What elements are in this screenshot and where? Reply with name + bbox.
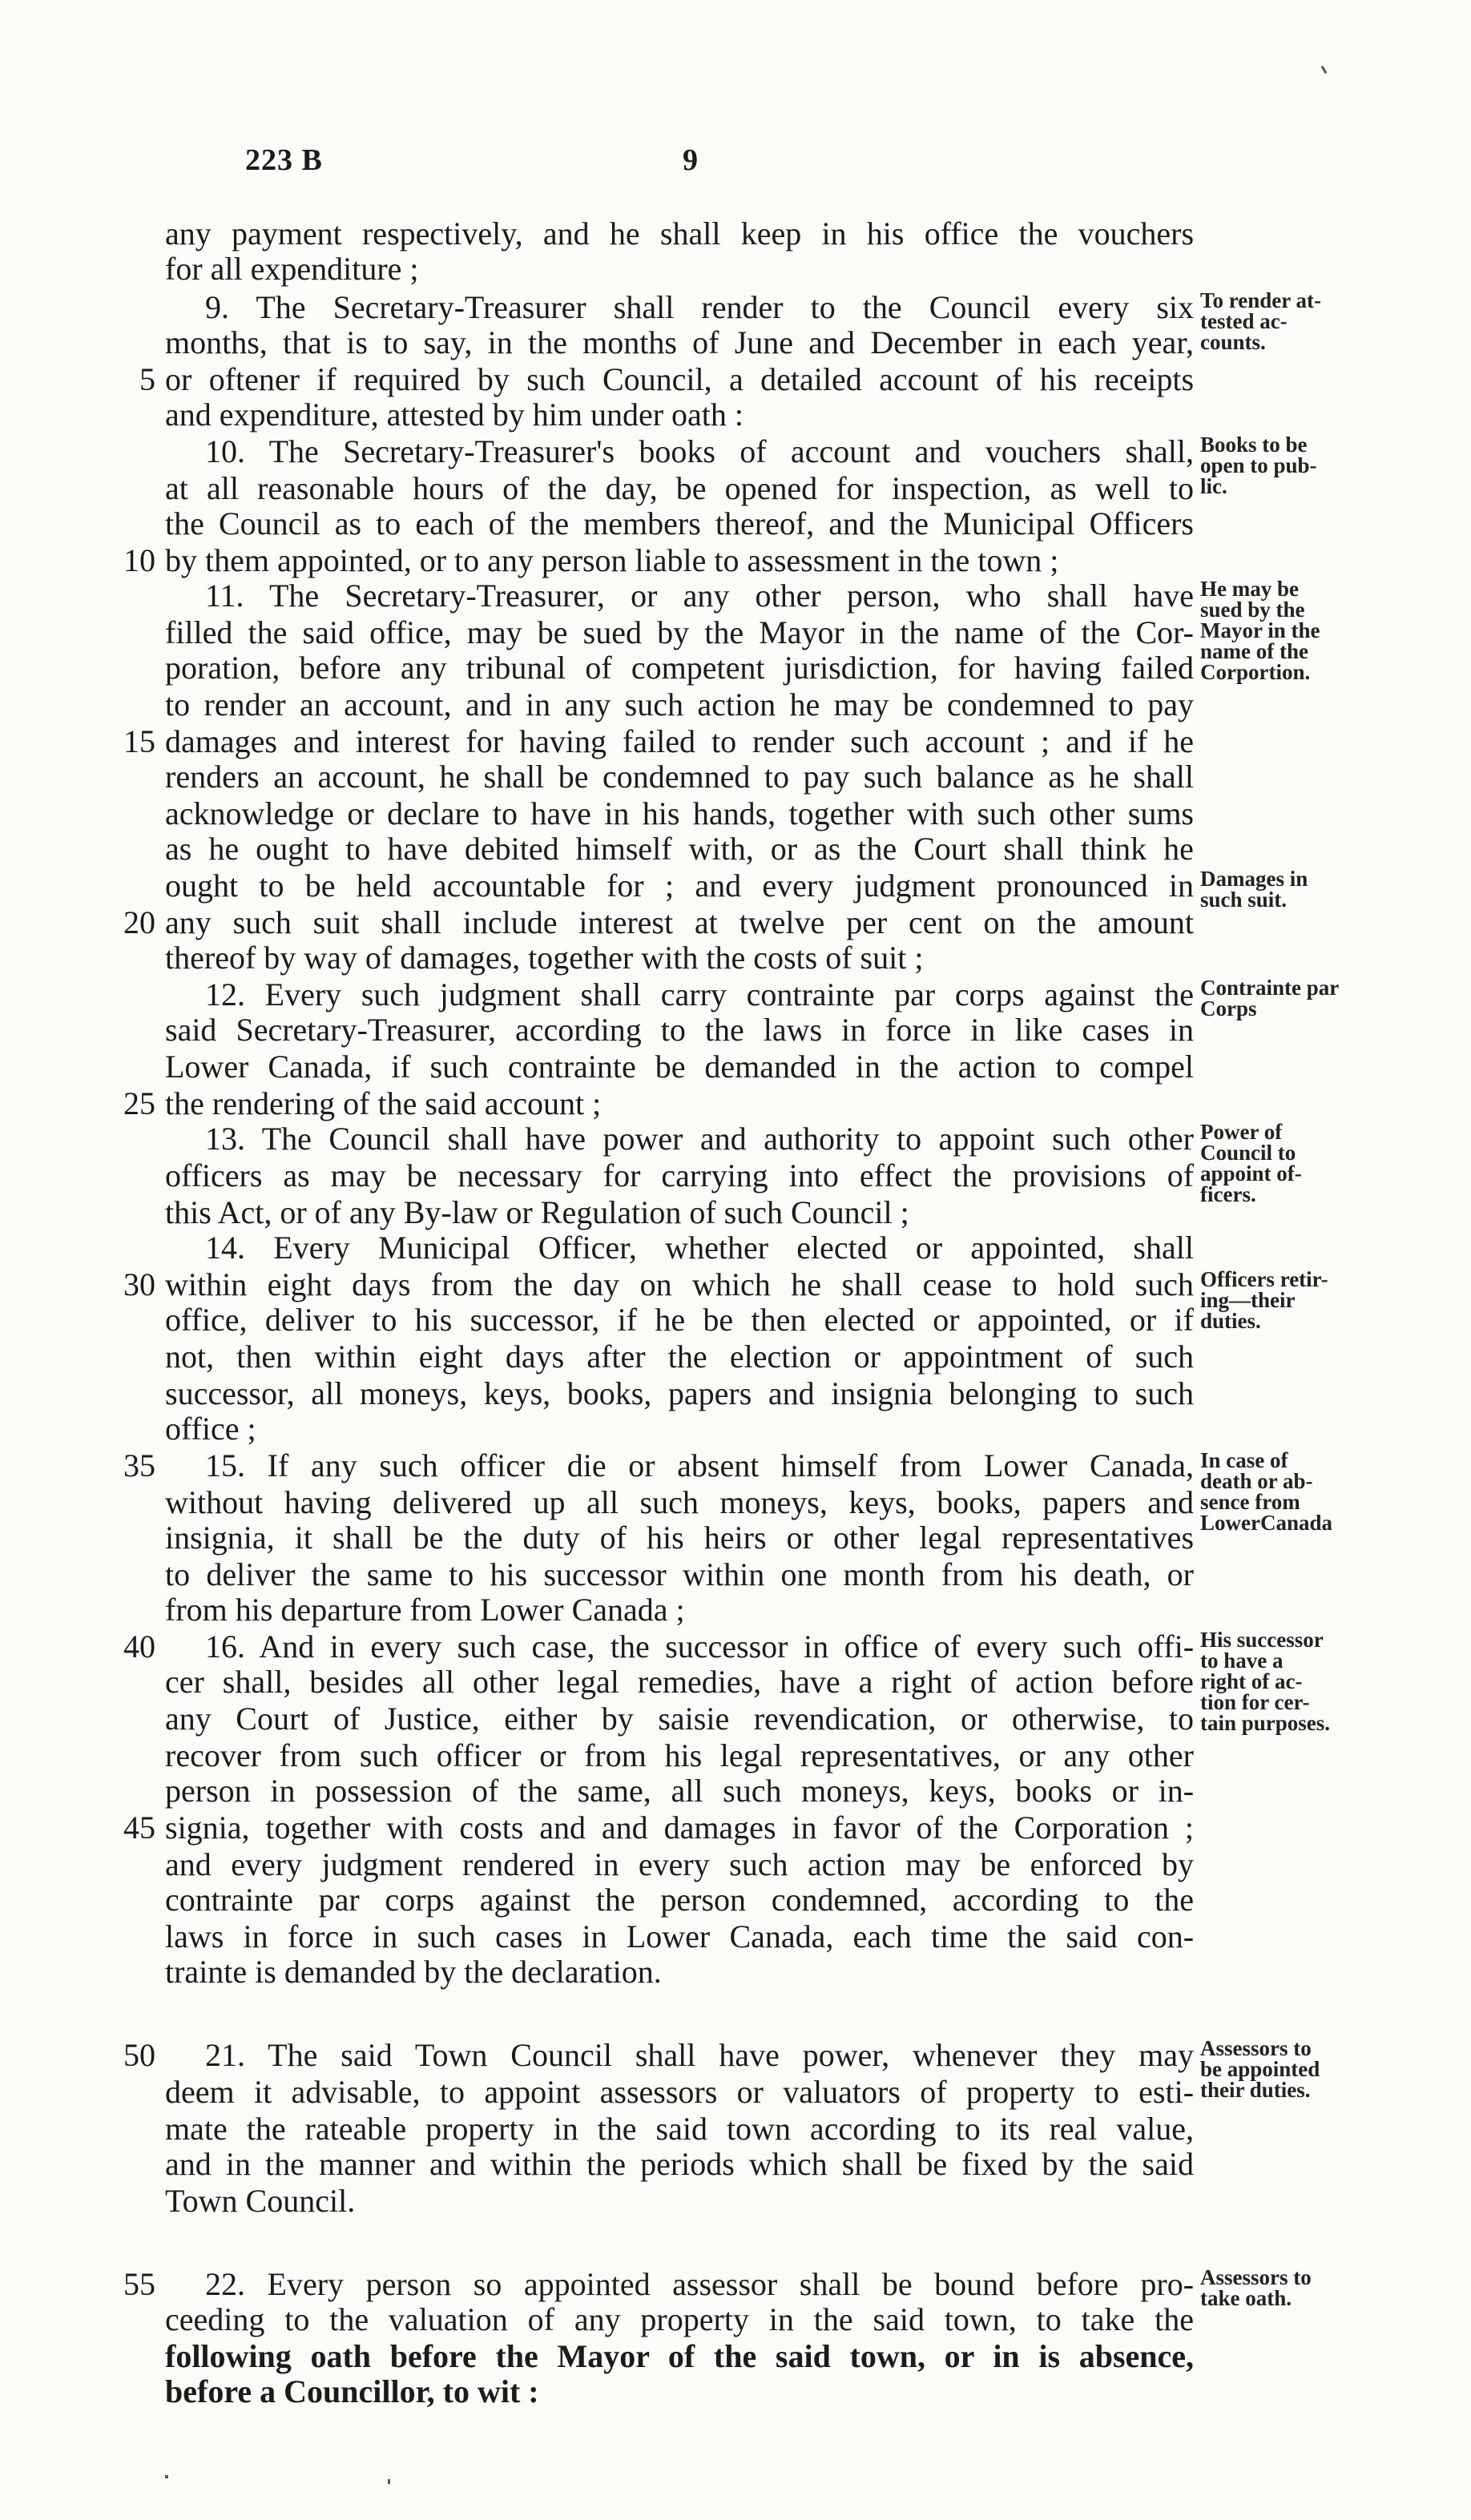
line-number: 55	[123, 2266, 155, 2302]
line-text: office, deliver to his successor, if he be then elected or appointed, or if	[165, 1302, 1194, 1338]
line-text: 13. The Council shall have power and authority to appoint such other	[205, 1121, 1194, 1157]
line-text: recover from such officer or from his legal representatives, or any other	[165, 1737, 1194, 1773]
line-text: to deliver the same to his successor within one month from his death, or	[165, 1556, 1194, 1592]
scan-speck	[165, 2475, 168, 2478]
line-text: this Act, or of any By-law or Regulation of such Council ;	[165, 1194, 909, 1230]
margin-note: He may be sued by the Mayor in the name of the Corportion.	[1200, 577, 1320, 684]
line-number: 45	[123, 1809, 155, 1846]
text-line	[0, 939, 1471, 977]
line-text: 14. Every Municipal Officer, whether elected or appointed, shall	[205, 1230, 1194, 1266]
margin-note: His successor to have a right of ac- tion for cer- tain purposes.	[1200, 1628, 1331, 1735]
line-text: said Secretary-Treasurer, according to the laws in force in like cases in	[165, 1012, 1194, 1048]
line-text: signia, together with costs and and damages in favor of the Corporation ;	[165, 1809, 1194, 1846]
line-text: at all reasonable hours of the day, be opened for inspection, as well to	[165, 470, 1195, 506]
line-number: 35	[123, 1447, 155, 1483]
line-text: 15. If any such officer die or absent himself from Lower Canada,	[205, 1447, 1194, 1483]
bill-number: 223 B	[245, 143, 323, 177]
line-text: and every judgment rendered in every such action may be enforced by	[165, 1846, 1194, 1882]
line-text: 11. The Secretary-Treasurer, or any other person, who shall have	[205, 578, 1194, 614]
line-text: any such suit shall include interest at twelve per cent on the amount	[165, 904, 1194, 940]
text-line	[0, 1772, 1471, 1810]
line-text: cer shall, besides all other legal remedies, have a right of action before	[165, 1664, 1194, 1700]
text-line	[0, 505, 1471, 543]
text-line	[0, 723, 1471, 761]
line-text: the rendering of the said account ;	[165, 1085, 602, 1121]
line-number: 10	[123, 542, 155, 578]
text-line	[0, 360, 1471, 399]
line-text: any Court of Justice, either by saisie revendication, or otherwise, to	[165, 1701, 1194, 1737]
line-text: person in possession of the same, all such moneys, keys, books or in-	[165, 1773, 1195, 1809]
text-line	[0, 1229, 1471, 1267]
line-text: 16. And in every such case, the successor in office of every such offi-	[205, 1628, 1195, 1665]
text-line	[0, 250, 1471, 288]
line-text: 21. The said Town Council shall have power, whenever they may	[205, 2037, 1194, 2073]
line-text: 22. Every person so appointed assessor shall be bound before pro-	[205, 2266, 1195, 2302]
line-text: poration, before any tribunal of competent jurisdiction, for having failed	[165, 650, 1195, 686]
margin-note: Contrainte par Corps	[1200, 976, 1340, 1020]
line-number: 40	[123, 1628, 155, 1665]
line-text: not, then within eight days after the election or appointment of such	[165, 1338, 1195, 1375]
text-line	[0, 215, 1471, 253]
text-line	[0, 795, 1471, 833]
line-text: or oftener if required by such Council, a detailed account of his receipts	[165, 361, 1195, 397]
text-line	[0, 1737, 1471, 1775]
text-line	[0, 1953, 1471, 1991]
line-text: and in the manner and within the periods which shall be fixed by the said	[165, 2146, 1194, 2182]
text-line	[0, 686, 1471, 724]
line-text: insignia, it shall be the duty of his heirs or other legal representatives	[165, 1520, 1195, 1556]
text-line	[0, 1375, 1471, 1413]
margin-note: Damages in such suit.	[1200, 867, 1308, 912]
line-number: 50	[123, 2037, 155, 2073]
line-text: as he ought to have debited himself with, or as the Court shall think he	[165, 831, 1194, 867]
line-text: any payment respectively, and he shall keep in his office the vouchers	[165, 215, 1195, 252]
line-text: the Council as to each of the members thereof, and the Municipal Officers	[165, 505, 1194, 541]
line-text: thereof by way of damages, together with the costs of suit ;	[165, 940, 924, 976]
line-text: without having delivered up all such moneys, keys, books, papers and	[165, 1484, 1194, 1520]
line-text: months, that is to say, in the months of June and December in each year,	[165, 324, 1195, 360]
line-text: Town Council.	[165, 2183, 356, 2219]
margin-note: Power of Council to appoint of- ficers.	[1200, 1120, 1302, 1206]
line-number: 20	[123, 904, 155, 940]
line-text: office ;	[165, 1411, 256, 1447]
line-text: renders an account, he shall be condemned to pay such balance as he shall	[165, 759, 1194, 795]
line-text: to render an account, and in any such action he may be condemned to pay	[165, 686, 1195, 723]
line-text: 12. Every such judgment shall carry contrainte par corps against the	[205, 976, 1195, 1012]
margin-note: Assessors to be appointed their duties.	[1200, 2036, 1320, 2102]
line-text: successor, all moneys, keys, books, papers and insignia belonging to such	[165, 1375, 1195, 1411]
line-text: damages and interest for having failed to render such account ; and if he	[165, 723, 1195, 759]
line-text: mate the rateable property in the said town according to its real value,	[165, 2111, 1195, 2147]
text-line	[0, 2373, 1471, 2411]
line-text: ceeding to the valuation of any property in the said town, to take the	[165, 2301, 1194, 2337]
text-line	[0, 1085, 1471, 1123]
text-line	[0, 2145, 1471, 2184]
scan-speck	[1321, 66, 1328, 74]
text-line	[0, 1846, 1471, 1884]
margin-note: Officers retir- ing—their duties.	[1200, 1267, 1328, 1333]
text-line	[0, 1591, 1471, 1629]
line-text: following oath before the Mayor of the said town, or in is absence,	[165, 2338, 1195, 2374]
page-number: 9	[683, 143, 699, 177]
text-line	[0, 2182, 1471, 2220]
text-line	[0, 541, 1471, 580]
margin-note: Books to be open to pub- lic.	[1200, 433, 1317, 498]
text-line	[0, 1556, 1471, 1594]
line-text: Lower Canada, if such contrainte be demanded in the action to compel	[165, 1049, 1195, 1085]
line-text: ought to be held accountable for ; and every judgment pronounced in	[165, 868, 1194, 904]
text-line	[0, 2337, 1471, 2376]
line-text: filled the said office, may be sued by the Mayor in the name of the Cor-	[165, 614, 1194, 650]
line-text: from his departure from Lower Canada ;	[165, 1592, 685, 1628]
line-text: acknowledge or declare to have in his hands, together with such other sums	[165, 795, 1195, 831]
text-line	[0, 1809, 1471, 1847]
text-line	[0, 1048, 1471, 1086]
text-line	[0, 1881, 1471, 1919]
line-number: 5	[139, 361, 155, 397]
text-line	[0, 396, 1471, 434]
text-line	[0, 758, 1471, 796]
line-text: 9. The Secretary-Treasurer shall render to the Council every six	[205, 289, 1195, 325]
line-text: by them appointed, or to any person liable to assessment in the town ;	[165, 542, 1059, 578]
margin-note: To render at- tested ac- counts.	[1200, 288, 1322, 354]
text-line	[0, 1918, 1471, 1956]
line-text: contrainte par corps against the person condemned, according to the	[165, 1882, 1194, 1918]
line-text: trainte is demanded by the declaration.	[165, 1954, 662, 1990]
line-text: laws in force in such cases in Lower Canada, each time the said con-	[165, 1918, 1195, 1954]
line-number: 15	[123, 723, 155, 759]
line-text: before a Councillor, to wit :	[165, 2373, 539, 2409]
line-text: 10. The Secretary-Treasurer's books of account and vouchers shall,	[205, 433, 1194, 469]
line-text: for all expenditure ;	[165, 251, 419, 287]
text-line	[0, 1338, 1471, 1376]
scan-speck	[388, 2479, 390, 2484]
line-text: officers as may be necessary for carrying into effect the provisions of	[165, 1157, 1195, 1194]
line-text: and expenditure, attested by him under oath :	[165, 397, 744, 433]
line-text: deem it advisable, to appoint assessors or valuators of property to esti-	[165, 2074, 1195, 2110]
line-text: within eight days from the day on which he shall cease to hold such	[165, 1266, 1194, 1302]
text-line	[0, 830, 1471, 868]
line-number: 25	[123, 1085, 155, 1121]
margin-note: Assessors to take oath.	[1200, 2265, 1312, 2310]
text-line	[0, 1410, 1471, 1448]
line-number: 30	[123, 1266, 155, 1302]
margin-note: In case of death or ab- sence from LowerCanada	[1200, 1448, 1333, 1535]
text-line	[0, 2110, 1471, 2148]
